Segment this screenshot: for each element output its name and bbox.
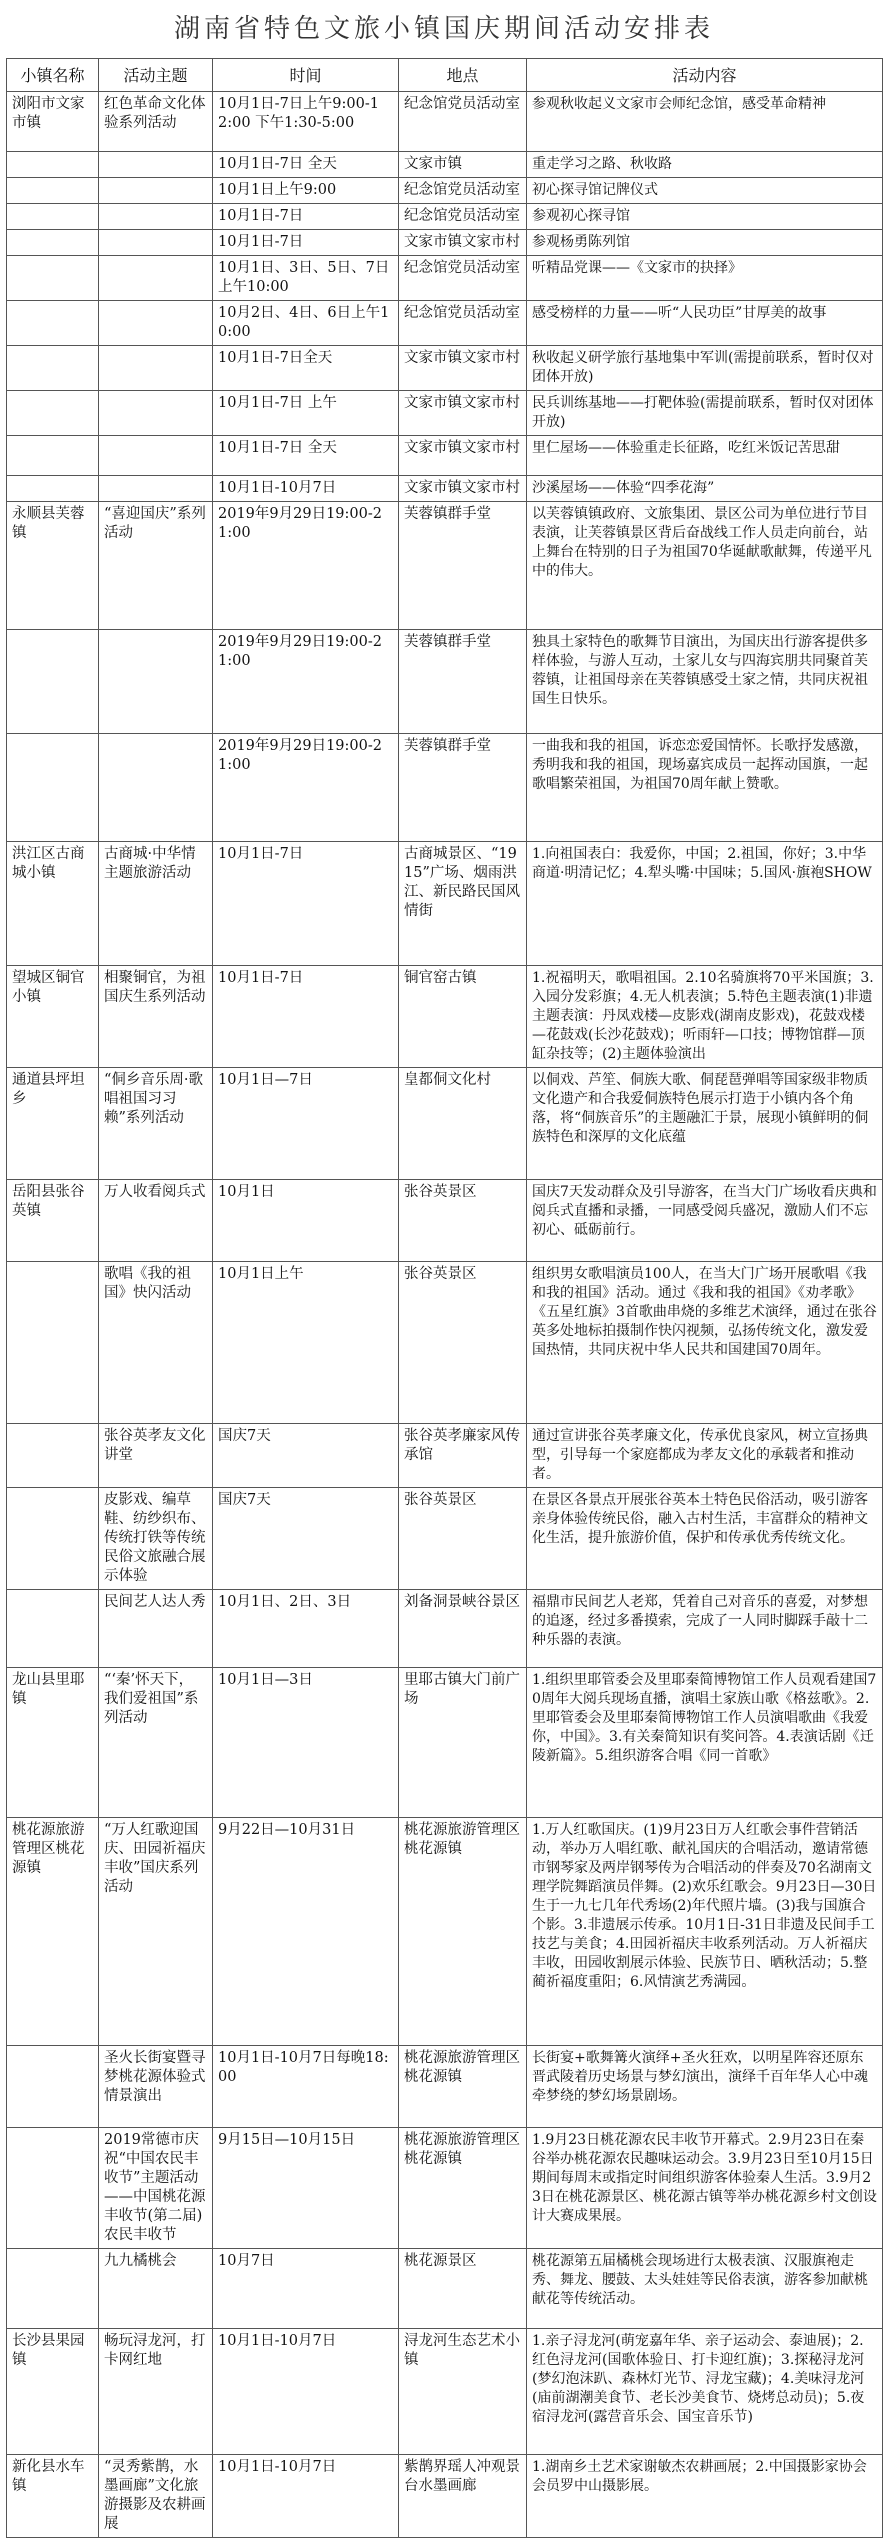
cell-town: 新化县水车镇 [7,2455,99,2538]
cell-time: 10月1日-10月7日 [213,2329,399,2455]
table-row [7,734,883,842]
cell-place: 芙蓉镇群手堂 [399,630,527,734]
cell-town [7,346,99,391]
cell-content: 听精品党课——《文家市的抉择》 [527,256,883,301]
table-row [7,346,883,391]
table-row [7,842,883,966]
cell-time: 2019年9月29日19:00-21:00 [213,502,399,630]
table-row [7,92,883,152]
cell-time: 2019年9月29日19:00-21:00 [213,630,399,734]
header-theme: 活动主题 [99,59,213,92]
header-town: 小镇名称 [7,59,99,92]
cell-theme: “灵秀紫鹊，水墨画廊”文化旅游摄影及农耕画展 [99,2455,213,2538]
cell-content: 1.向祖国表白：我爱你，中国；2.祖国，你好；3.中华商道·明清记忆；4.犁头嘴·中国味；5.国风·旗袍SHOW [527,842,883,966]
cell-time: 10月1日-7日 [213,204,399,230]
cell-content: 参观秋收起义文家市会师纪念馆，感受革命精神 [527,92,883,152]
cell-theme: 万人收看阅兵式 [99,1180,213,1262]
cell-town [7,1262,99,1424]
cell-town [7,1488,99,1590]
cell-place: 古商城景区、“1915”广场、烟雨洪江、新民路民国风情街 [399,842,527,966]
cell-theme: 2019常德市庆祝“中国农民丰收节”主题活动——中国桃花源丰收节(第二届)农民丰收节 [99,2128,213,2249]
table-row [7,1818,883,2046]
table-row [7,152,883,178]
cell-theme [99,476,213,502]
cell-theme [99,391,213,436]
cell-theme [99,630,213,734]
page-title: 湖南省特色文旅小镇国庆期间活动安排表 [173,14,714,44]
cell-time: 10月1日-7日 上午 [213,391,399,436]
cell-theme: 相聚铜官，为祖国庆生系列活动 [99,966,213,1068]
cell-town [7,476,99,502]
cell-theme: 圣火长街宴暨寻梦桃花源体验式情景演出 [99,2046,213,2128]
cell-content: 1.湖南乡土艺术家谢敏杰农耕画展；2.中国摄影家协会会员罗中山摄影展。 [527,2455,883,2538]
cell-theme [99,204,213,230]
cell-content: 长街宴+歌舞篝火演绎+圣火狂欢，以明星阵容还原东晋武陵着历史场景与梦幻演出，演绎千百年华人心中魂牵梦绕的梦幻场景剧场。 [527,2046,883,2128]
cell-theme [99,734,213,842]
cell-place: 皇都侗文化村 [399,1068,527,1180]
table-row [7,1068,883,1180]
header-place: 地点 [399,59,527,92]
table-row [7,2046,883,2128]
table-row [7,391,883,436]
cell-place: 文家市镇文家市村 [399,391,527,436]
cell-town [7,230,99,256]
cell-theme [99,436,213,476]
cell-theme: “侗乡音乐周·歌唱祖国习习赖”系列活动 [99,1068,213,1180]
cell-time: 10月1日-10月7日每晚18:00 [213,2046,399,2128]
cell-content: 独具土家特色的歌舞节目演出，为国庆出行游客提供多样体验，与游人互动，土家儿女与四海宾朋共同聚首芙蓉镇，让祖国母亲在芙蓉镇感受土家之情，共同庆祝祖国生日快乐。 [527,630,883,734]
cell-town [7,1590,99,1668]
table-row [7,1668,883,1818]
cell-theme: 九九橘桃会 [99,2249,213,2329]
cell-time: 10月1日-7日上午9:00-12:00 下午1:30-5:00 [213,92,399,152]
cell-place: 纪念馆党员活动室 [399,204,527,230]
table-row [7,256,883,301]
cell-content: 民兵训练基地——打靶体验(需提前联系，暂时仅对团体开放) [527,391,883,436]
cell-time: 10月1日 [213,1180,399,1262]
cell-time: 10月2日、4日、6日上午10:00 [213,301,399,346]
cell-content: 福鼎市民间艺人老郑，凭着自己对音乐的喜爱，对梦想的追逐，经过多番摸索，完成了一人同时脚踩手敲十二种乐器的表演。 [527,1590,883,1668]
cell-town [7,2249,99,2329]
table-row [7,230,883,256]
table-row [7,476,883,502]
table-row [7,1488,883,1590]
cell-time: 国庆7天 [213,1424,399,1488]
cell-place: 纪念馆党员活动室 [399,178,527,204]
cell-place: 芙蓉镇群手堂 [399,502,527,630]
cell-time: 10月1日、3日、5日、7日上午10:00 [213,256,399,301]
cell-place: 张谷英景区 [399,1180,527,1262]
cell-town: 通道县坪坦乡 [7,1068,99,1180]
cell-time: 10月1日-7日 [213,842,399,966]
cell-content: 1.9月23日桃花源农民丰收节开幕式。2.9月23日在秦谷举办桃花源农民趣味运动会。3.9月23日至10月15日期间每周末或指定时间组织游客体验秦人生活。3.9月23日在桃花源景区、桃花源古镇等举办桃花源乡村文创设计大赛成果展。 [527,2128,883,2249]
cell-content: 一曲我和我的祖国，诉恋恋爱国情怀。长歌抒发感激，秀明我和我的祖国，现场嘉宾成员一起挥动国旗，一起歌唱繁荣祖国，为祖国70周年献上赞歌。 [527,734,883,842]
cell-place: 刘备洞景峡谷景区 [399,1590,527,1668]
cell-time: 10月1日-7日 全天 [213,152,399,178]
cell-place: 纪念馆党员活动室 [399,256,527,301]
cell-town: 浏阳市文家市镇 [7,92,99,152]
table-row [7,2329,883,2455]
cell-place: 芙蓉镇群手堂 [399,734,527,842]
cell-content: 1.亲子浔龙河(萌宠嘉年华、亲子运动会、泰迪展)；2.红色浔龙河(国歌体验日、打卡迎红旗)；3.探秘浔龙河(梦幻泡沫趴、森林灯光节、浔龙宝藏)；4.美味浔龙河(庙前湖潮美食节、老长沙美食节、烧烤总动员)；5.夜宿浔龙河(露营音乐会、国宝音乐节) [527,2329,883,2455]
cell-town: 洪江区古商城小镇 [7,842,99,966]
cell-theme [99,230,213,256]
cell-town [7,630,99,734]
cell-place: 桃花源景区 [399,2249,527,2329]
cell-place: 铜官窑古镇 [399,966,527,1068]
cell-theme: “万人红歌迎国庆、田园祈福庆丰收”国庆系列活动 [99,1818,213,2046]
cell-place: 文家市镇 [399,152,527,178]
cell-place: 纪念馆党员活动室 [399,92,527,152]
cell-place: 纪念馆党员活动室 [399,301,527,346]
cell-time: 10月1日、2日、3日 [213,1590,399,1668]
table-row [7,2455,883,2538]
cell-town [7,2128,99,2249]
cell-place: 紫鹊界瑶人冲观景台水墨画廊 [399,2455,527,2538]
cell-content: 秋收起义研学旅行基地集中军训(需提前联系，暂时仅对团体开放) [527,346,883,391]
cell-content: 沙溪屋场——体验“四季花海” [527,476,883,502]
cell-town: 望城区铜官小镇 [7,966,99,1068]
cell-time: 9月22日—10月31日 [213,1818,399,2046]
table-row [7,630,883,734]
cell-time: 10月1日—7日 [213,1068,399,1180]
cell-town: 长沙县果园镇 [7,2329,99,2455]
cell-time: 10月1日-7日 [213,966,399,1068]
cell-content: 重走学习之路、秋收路 [527,152,883,178]
cell-time: 10月1日-10月7日 [213,476,399,502]
cell-theme: 民间艺人达人秀 [99,1590,213,1668]
cell-time: 国庆7天 [213,1488,399,1590]
cell-town [7,256,99,301]
cell-theme: 歌唱《我的祖国》快闪活动 [99,1262,213,1424]
table-row [7,2128,883,2249]
table-body [7,92,883,2538]
cell-content: 感受榜样的力量——听“人民功臣”甘厚美的故事 [527,301,883,346]
cell-place: 浔龙河生态艺术小镇 [399,2329,527,2455]
cell-theme [99,256,213,301]
table-row [7,1262,883,1424]
cell-theme: 畅玩浔龙河，打卡网红地 [99,2329,213,2455]
cell-time: 9月15日—10月15日 [213,2128,399,2249]
cell-place: 文家市镇文家市村 [399,436,527,476]
table-row [7,178,883,204]
table-row [7,1590,883,1668]
cell-content: 参观杨勇陈列馆 [527,230,883,256]
header-time: 时间 [213,59,399,92]
header-content: 活动内容 [527,59,883,92]
cell-place: 里耶古镇大门前广场 [399,1668,527,1818]
table-row [7,502,883,630]
cell-content: 组织男女歌唱演员100人，在当大门广场开展歌唱《我和我的祖国》活动。通过《我和我的祖国》《劝孝歌》《五星红旗》3首歌曲串烧的多维艺术演绎，通过在张谷英多处地标拍摄制作快闪视频，弘扬传统文化，激发爱国热情，共同庆祝中华人民共和国建国70周年。 [527,1262,883,1424]
cell-content: 1.组织里耶管委会及里耶秦简博物馆工作人员观看建国70周年大阅兵现场直播，演唱土家族山歌《格兹歌》。2.里耶管委会及里耶秦简博物馆工作人员演唱歌曲《我爱你，中国》。3.有关秦简知识有奖问答。4.表演话剧《迁陵新篇》。5.组织游客合唱《同一首歌》 [527,1668,883,1818]
cell-town: 龙山县里耶镇 [7,1668,99,1818]
table-header-row [7,59,883,92]
cell-time: 10月1日上午9:00 [213,178,399,204]
cell-time: 10月1日-7日 全天 [213,436,399,476]
table-row [7,1180,883,1262]
cell-time: 10月7日 [213,2249,399,2329]
cell-content: 参观初心探寻馆 [527,204,883,230]
cell-content: 通过宣讲张谷英孝廉文化，传承优良家风，树立宣扬典型，引导每一个家庭都成为孝友文化的承载者和推动者。 [527,1424,883,1488]
activity-table [6,58,883,2538]
cell-place: 桃花源旅游管理区桃花源镇 [399,2046,527,2128]
cell-content: 里仁屋场——体验重走长征路，吃红米饭记苦思甜 [527,436,883,476]
cell-theme: 皮影戏、编草鞋、纺纱织布、传统打铁等传统民俗文旅融合展示体验 [99,1488,213,1590]
cell-theme [99,178,213,204]
table-row [7,436,883,476]
cell-town: 桃花源旅游管理区桃花源镇 [7,1818,99,2046]
cell-place: 桃花源旅游管理区桃花源镇 [399,2128,527,2249]
cell-theme: 红色革命文化体验系列活动 [99,92,213,152]
cell-place: 桃花源旅游管理区桃花源镇 [399,1818,527,2046]
cell-place: 张谷英景区 [399,1488,527,1590]
cell-theme [99,346,213,391]
table-row [7,301,883,346]
cell-place: 张谷英孝廉家风传承馆 [399,1424,527,1488]
cell-town [7,436,99,476]
cell-content: 桃花源第五届橘桃会现场进行太极表演、汉服旗袍走秀、舞龙、腰鼓、太头娃娃等民俗表演，游客参加献桃献花等传统活动。 [527,2249,883,2329]
cell-town [7,734,99,842]
cell-theme: “‘秦’怀天下，我们爱祖国”系列活动 [99,1668,213,1818]
cell-theme: “喜迎国庆”系列活动 [99,502,213,630]
cell-town [7,301,99,346]
cell-town [7,2046,99,2128]
cell-town: 岳阳县张谷英镇 [7,1180,99,1262]
cell-time: 2019年9月29日19:00-21:00 [213,734,399,842]
cell-place: 张谷英景区 [399,1262,527,1424]
table-row [7,966,883,1068]
cell-place: 文家市镇文家市村 [399,230,527,256]
cell-town [7,391,99,436]
cell-content: 初心探寻馆记牌仪式 [527,178,883,204]
cell-time: 10月1日-10月7日 [213,2455,399,2538]
cell-place: 文家市镇文家市村 [399,476,527,502]
cell-place: 文家市镇文家市村 [399,346,527,391]
table-row [7,2249,883,2329]
cell-town [7,1424,99,1488]
cell-theme: 古商城·中华情主题旅游活动 [99,842,213,966]
cell-content: 1.祝福明天，歌唱祖国。2.10名骑旗将70平米国旗；3.入园分发彩旗；4.无人机表演；5.特色主题表演(1)非遗主题表演：丹凤戏楼—皮影戏(湖南皮影戏)，花鼓戏楼—花鼓戏(长沙花鼓戏)；听雨轩—口技；博物馆群—顶缸杂技等；(2)主题体验演出 [527,966,883,1068]
cell-time: 10月1日上午 [213,1262,399,1424]
cell-town [7,152,99,178]
table-row [7,204,883,230]
cell-content: 在景区各景点开展张谷英本土特色民俗活动，吸引游客亲身体验传统民俗，融入古村生活，丰富群众的精神文化生活，提升旅游价值，保护和传承优秀传统文化。 [527,1488,883,1590]
cell-theme [99,152,213,178]
cell-theme [99,301,213,346]
cell-time: 10月1日—3日 [213,1668,399,1818]
cell-theme: 张谷英孝友文化讲堂 [99,1424,213,1488]
cell-time: 10月1日-7日全天 [213,346,399,391]
cell-town: 永顺县芙蓉镇 [7,502,99,630]
cell-content: 国庆7天发动群众及引导游客，在当大门广场收看庆典和阅兵式直播和录播，一同感受阅兵盛况，激励人们不忘初心、砥砺前行。 [527,1180,883,1262]
cell-content: 1.万人红歌国庆。(1)9月23日万人红歌会事件营销活动，举办万人唱红歌、献礼国庆的合唱活动，邀请常德市钢琴家及两岸钢琴传为合唱活动的伴奏及70名湖南文理学院舞蹈演员伴舞。(2)欢乐红歌会。9月23日—30日生于一九七几年代秀场(2)年代照片墙。(3)我与国旗合个影。3.非遗展示传承。10月1日-31日非遗及民间手工技艺与美食；4.田园祈福庆丰收系列活动。万人祈福庆丰收，田园收割展示体验、民族节日、晒秋活动；5.整蔺祈福度重阳；6.风情演艺秀满园。 [527,1818,883,2046]
cell-content: 以芙蓉镇镇政府、文旅集团、景区公司为单位进行节目表演，让芙蓉镇景区背后奋战线工作人员走向前台，站上舞台在特别的日子为祖国70华诞献歌献舞，传递平凡中的伟大。 [527,502,883,630]
cell-town [7,204,99,230]
table-row [7,1424,883,1488]
cell-content: 以侗戏、芦笙、侗族大歌、侗琵琶弹唱等国家级非物质文化遗产和合我爱侗族特色展示打造于小镇内各个角落，将“侗族音乐”的主题融汇于景，展现小镇鲜明的侗族特色和深厚的文化底蕴 [527,1068,883,1180]
cell-town [7,178,99,204]
cell-time: 10月1日-7日 [213,230,399,256]
